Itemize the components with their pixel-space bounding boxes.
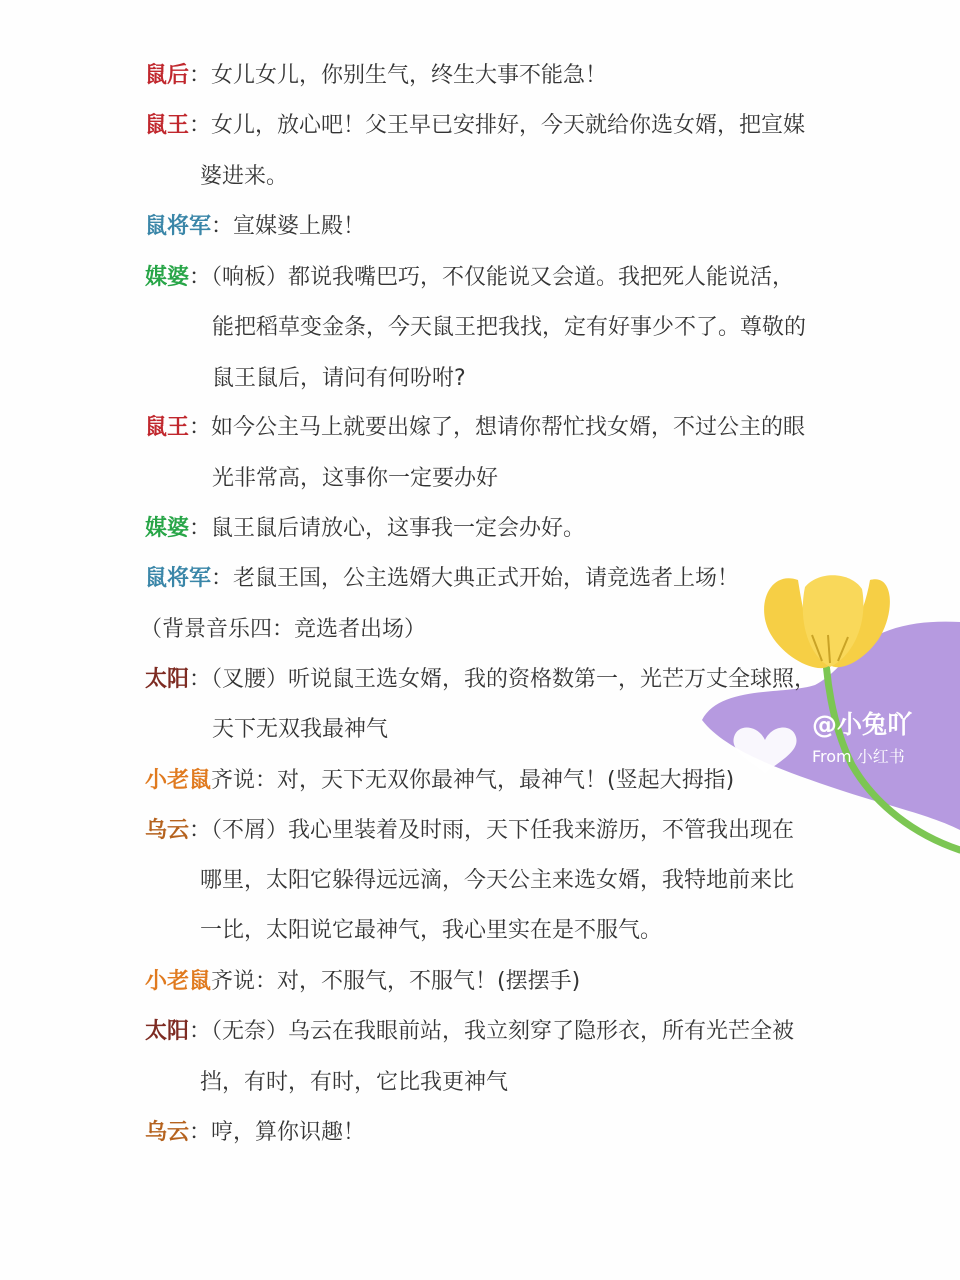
speaker-separator: ： [189, 113, 212, 138]
speaker-name: 媒婆 [145, 265, 190, 290]
stage-direction-text: （背景音乐四：竞选者出场） [140, 617, 427, 642]
dialogue-line [145, 816, 794, 846]
speaker-name: 媒婆 [145, 516, 190, 541]
dialogue-line [145, 967, 580, 997]
speaker-name: 鼠王 [145, 113, 190, 138]
dialogue-line [145, 564, 739, 594]
dialogue-continuation [200, 866, 794, 896]
watermark-handle: @小兔吖 [812, 710, 913, 739]
speaker-separator: ： [211, 566, 234, 591]
speaker-name: 小老鼠 [145, 768, 212, 793]
dialogue-text: 哼，算你识趣！ [211, 1120, 366, 1145]
speaker-name: 乌云 [145, 1120, 190, 1145]
dialogue-line [145, 263, 794, 293]
dialogue-text: 婆进来。 [200, 164, 289, 189]
speaker-name: 太阳 [145, 1019, 190, 1044]
speaker-name: 太阳 [145, 667, 190, 692]
dialogue-text: 哪里，太阳它躲得远远滴，今天公主来选女婿，我特地前来比 [200, 868, 795, 893]
dialogue-text: 挡，有时，有时，它比我更神气 [200, 1070, 509, 1095]
dialogue-continuation [200, 916, 662, 946]
speaker-separator: ： [189, 1120, 212, 1145]
dialogue-text: （无奈）乌云在我眼前站，我立刻穿了隐形衣，所有光芒全被 [211, 1019, 795, 1044]
dialogue-continuation [212, 364, 466, 394]
dialogue-text: 天下无双我最神气 [212, 717, 389, 742]
speaker-separator: ： [189, 415, 212, 440]
speaker-separator: ： [189, 265, 212, 290]
dialogue-text: 老鼠王国，公主选婿大典正式开始，请竞选者上场！ [233, 566, 740, 591]
dialogue-continuation [212, 313, 806, 343]
dialogue-text: 一比，太阳说它最神气，我心里实在是不服气。 [200, 918, 663, 943]
dialogue-text: 对，天下无双你最神气，最神气！(竖起大拇指) [277, 768, 735, 793]
speaker-name: 鼠王 [145, 415, 190, 440]
dialogue-text: （不屑）我心里装着及时雨，天下任我来游历，不管我出现在 [211, 818, 795, 843]
dialogue-line [145, 212, 365, 242]
speaker-separator: ： [189, 667, 212, 692]
dialogue-continuation [212, 715, 388, 745]
watermark-source: From 小红书 [812, 747, 905, 766]
dialogue-line [145, 766, 734, 796]
dialogue-line [145, 1118, 365, 1148]
speaker-separator: ： [189, 63, 212, 88]
speaker-name: 小老鼠 [145, 969, 212, 994]
dialogue-text: （响板）都说我嘴巴巧，不仅能说又会道。我把死人能说活， [211, 265, 795, 290]
dialogue-text: 女儿，放心吧！父王早已安排好，今天就给你选女婿，把宣媒 [211, 113, 806, 138]
dialogue-text: 光非常高，这事你一定要办好 [212, 466, 499, 491]
dialogue-continuation [200, 1068, 508, 1098]
speaker-name: 乌云 [145, 818, 190, 843]
dialogue-text: 女儿女儿，你别生气，终生大事不能急！ [211, 63, 608, 88]
speaker-separator: 齐说： [211, 969, 278, 994]
dialogue-line [145, 413, 805, 443]
stage-direction [140, 615, 426, 645]
dialogue-text: 宣媒婆上殿！ [233, 214, 366, 239]
dialogue-line [145, 1017, 794, 1047]
speaker-separator: ： [189, 516, 212, 541]
dialogue-continuation [200, 162, 288, 192]
dialogue-line [145, 111, 805, 141]
dialogue-line [145, 514, 585, 544]
dialogue-line [145, 665, 816, 695]
dialogue-text: 如今公主马上就要出嫁了，想请你帮忙找女婿，不过公主的眼 [211, 415, 806, 440]
dialogue-text: 对，不服气，不服气！(摆摆手) [277, 969, 581, 994]
speaker-name: 鼠后 [145, 63, 190, 88]
speaker-separator: ： [189, 1019, 212, 1044]
speaker-name: 鼠将军 [145, 566, 212, 591]
dialogue-line [145, 61, 607, 91]
dialogue-text: 鼠王鼠后，请问有何吩咐? [212, 366, 466, 391]
dialogue-continuation [212, 464, 498, 494]
dialogue-text: （叉腰）听说鼠王选女婿，我的资格数第一，光芒万丈全球照， [211, 667, 817, 692]
speaker-separator: ： [211, 214, 234, 239]
speaker-separator: ： [189, 818, 212, 843]
speaker-name: 鼠将军 [145, 214, 212, 239]
dialogue-text: 鼠王鼠后请放心，这事我一定会办好。 [211, 516, 586, 541]
dialogue-text: 能把稻草变金条，今天鼠王把我找，定有好事少不了。尊敬的 [212, 315, 807, 340]
speaker-separator: 齐说： [211, 768, 278, 793]
